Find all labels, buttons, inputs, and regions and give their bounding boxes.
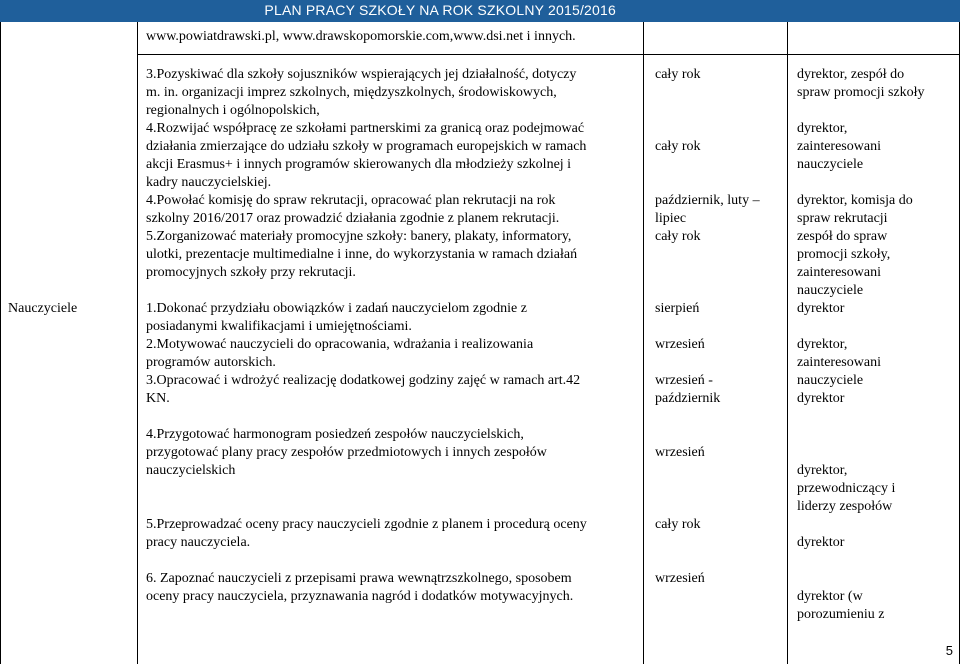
task-line: 4.Przygotować harmonogram posiedzeń zespołów nauczycielskich, (146, 427, 524, 442)
term-line: wrzesień - (655, 373, 713, 388)
responsible-line: zainteresowani (797, 265, 881, 280)
task-line: 5.Przeprowadzać oceny pracy nauczycieli zgodnie z planem i procedurą oceny (146, 517, 587, 532)
responsible-line: spraw promocji szkoły (797, 85, 925, 100)
task-line: 4.Rozwijać współpracę ze szkołami partnerskimi za granicą oraz podejmować (146, 121, 585, 136)
table-divider-term (787, 22, 788, 664)
term-line: cały rok (655, 229, 701, 244)
responsible-line: przewodniczący i (797, 481, 896, 496)
task-line: 2.Motywować nauczycieli do opracowania, wdrażania i realizowania (146, 337, 534, 352)
table-divider-task (643, 22, 644, 664)
task-line: posiadanymi kwalifikacjami i umiejętnościami. (146, 319, 412, 334)
table-border-left (0, 22, 1, 664)
responsible-line: promocji szkoły, (797, 247, 891, 262)
task-line: szkolny 2016/2017 oraz prowadzić działania zgodnie z planem rekrutacji. (146, 211, 560, 226)
term-line: cały rok (655, 139, 701, 154)
term-line: wrzesień (655, 337, 705, 352)
task-line: akcji Erasmus+ i innych programów skierowanych dla młodzieży szkolnej i (146, 157, 572, 172)
responsible-line: dyrektor, zespół do (797, 67, 905, 82)
task-line: regionalnych i ogólnopolskich, (146, 103, 320, 118)
task-line: przygotować plany pracy zespołów przedmiotowych i innych zespołów (146, 445, 547, 460)
task-line: 1.Dokonać przydziału obowiązków i zadań nauczycielom zgodnie z (146, 301, 527, 316)
term-line: wrzesień (655, 445, 705, 460)
task-line: 6. Zapoznać nauczycieli z przepisami prawa wewnątrzszkolnego, sposobem (146, 571, 572, 586)
task-line: promocyjnych szkoły przy rekrutacji. (146, 265, 356, 280)
header-bar (0, 0, 960, 22)
responsible-line: nauczyciele (797, 373, 864, 388)
task-line: oceny pracy nauczyciela, przyznawania nagród i dodatków motywacyjnych. (146, 589, 574, 604)
responsible-line: zainteresowani (797, 139, 881, 154)
task-line: 4.Powołać komisję do spraw rekrutacji, opracować plan rekrutacji na rok (146, 193, 556, 208)
responsible-line: dyrektor, komisja do (797, 193, 913, 208)
term-line: cały rok (655, 517, 701, 532)
responsible-line: dyrektor (797, 301, 845, 316)
responsible-line: spraw rekrutacji (797, 211, 888, 226)
term-line: wrzesień (655, 571, 705, 586)
task-line: działania zmierzające do udziału szkoły w programach europejskich w ramach (146, 139, 587, 154)
table-divider-category (137, 22, 138, 664)
task-line: ulotki, prezentacje multimedialne i inne, do wykorzystania w ramach działań (146, 247, 578, 262)
document-header-title: PLAN PRACY SZKOŁY NA ROK SZKOLNY 2015/2016 (264, 2, 616, 18)
responsible-line: dyrektor, (797, 463, 848, 478)
responsible-line: dyrektor (797, 535, 845, 550)
responsible-line: dyrektor, (797, 121, 848, 136)
task-line: 3.Pozyskiwać dla szkoły sojuszników wspierających jej działalność, dotyczy (146, 67, 577, 82)
task-line: programów autorskich. (146, 355, 276, 370)
term-line: październik (655, 391, 721, 406)
term-line: lipiec (655, 211, 687, 226)
responsible-line: nauczyciele (797, 283, 864, 298)
task-line: www.powiatdrawski.pl, www.drawskopomorskie.com,www.dsi.net i innych. (146, 29, 576, 44)
responsible-line: dyrektor (w (797, 589, 863, 604)
page-number: 5 (945, 643, 953, 658)
responsible-line: nauczyciele (797, 157, 864, 172)
task-line: KN. (146, 391, 170, 406)
category-label: Nauczyciele (8, 301, 78, 316)
responsible-line: dyrektor, (797, 337, 848, 352)
task-line: m. in. organizacji imprez szkolnych, międzyszkolnych, środowiskowych, (146, 85, 557, 100)
term-line: cały rok (655, 67, 701, 82)
term-line: październik, luty – (655, 193, 760, 208)
responsible-line: porozumieniu z (797, 607, 885, 622)
responsible-line: zespół do spraw (797, 229, 888, 244)
term-line: sierpień (655, 301, 700, 316)
task-line: nauczycielskich (146, 463, 236, 478)
responsible-line: liderzy zespołów (797, 499, 893, 514)
task-line: kadry nauczycielskiej. (146, 175, 272, 190)
task-line: 3.Opracować i wdrożyć realizację dodatkowej godziny zajęć w ramach art.42 (146, 373, 581, 388)
responsible-line: dyrektor (797, 391, 845, 406)
task-line: 5.Zorganizować materiały promocyjne szkoły: banery, plakaty, informatory, (146, 229, 572, 244)
task-line: pracy nauczyciela. (146, 535, 251, 550)
table-row-divider (137, 54, 960, 55)
responsible-line: zainteresowani (797, 355, 881, 370)
